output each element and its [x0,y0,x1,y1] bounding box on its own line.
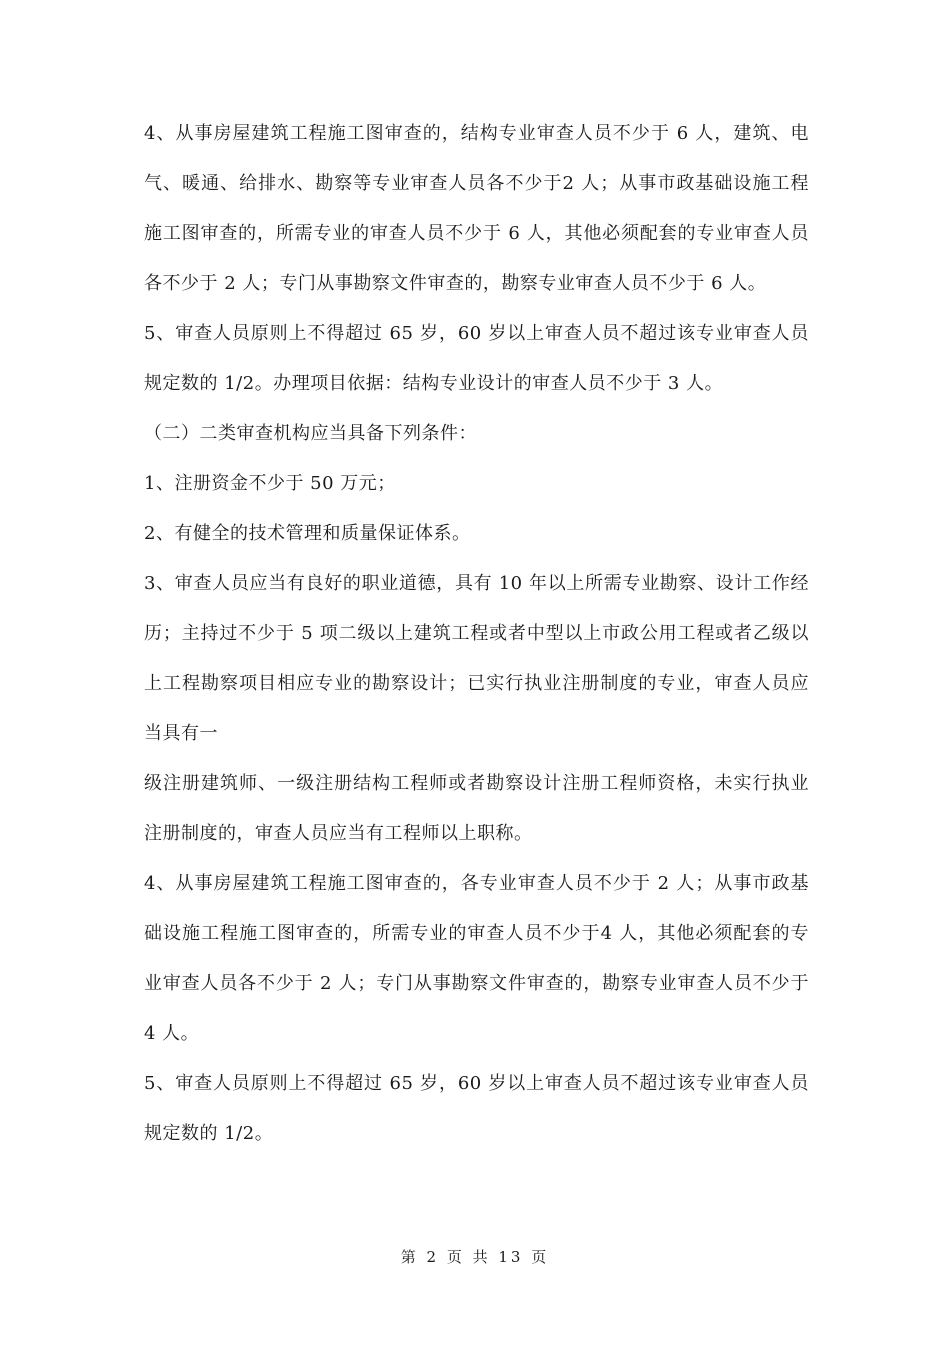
paragraph-5-age-limit: 5、审查人员原则上不得超过 65 岁，60 岁以上审查人员不超过该专业审查人员规定数的 1/2。办理项目依据：结构专业设计的审查人员不少于 3 人。 [144,323,809,394]
document-body [144,109,809,1159]
paragraph-4-structure-reviewers: 4、从事房屋建筑工程施工图审查的，结构专业审查人员不少于 6 人，建筑、电气、暖通、给排水、勘察等专业审查人员各不少于2 人；从事市政基础设施工程施工图审查的，所需专业的审查人员不少于 6 人，其他必须配套的专业审查人员各不少于 2 人；专门从事勘察文件审查的，勘察专业审查人员不少于 6 人。 [144,123,809,294]
paragraph-2-quality-system: 2、有健全的技术管理和质量保证体系。 [144,523,471,544]
paragraph-1-registered-capital: 1、注册资金不少于 50 万元； [144,473,396,494]
paragraph-3-continued: 级注册建筑师、一级注册结构工程师或者勘察设计注册工程师资格，未实行执业注册制度的，审查人员应当有工程师以上职称。 [144,773,809,844]
paragraph-5-age-limit-class-two: 5、审查人员原则上不得超过 65 岁，60 岁以上审查人员不超过该专业审查人员规定数的 1/2。 [144,1073,809,1144]
page-number-footer: 第 2 页 共 13 页 [400,1248,550,1266]
paragraph-4-reviewer-counts: 4、从事房屋建筑工程施工图审查的，各专业审查人员不少于 2 人；从事市政基础设施工程施工图审查的，所需专业的审查人员不少于4 人，其他必须配套的专业审查人员各不少于 2 人；专门从事勘察文件审查的，勘察专业审查人员不少于4 人。 [144,873,809,1044]
section-heading-class-two: （二）二类审查机构应当具备下列条件： [144,423,477,444]
paragraph-3-reviewer-qualifications: 3、审查人员应当有良好的职业道德，具有 10 年以上所需专业勘察、设计工作经历；主持过不少于 5 项二级以上建筑工程或者中型以上市政公用工程或者乙级以上工程勘察项目相应专业的勘察设计；已实行执业注册制度的专业，审查人员应当具有一 [144,573,809,744]
